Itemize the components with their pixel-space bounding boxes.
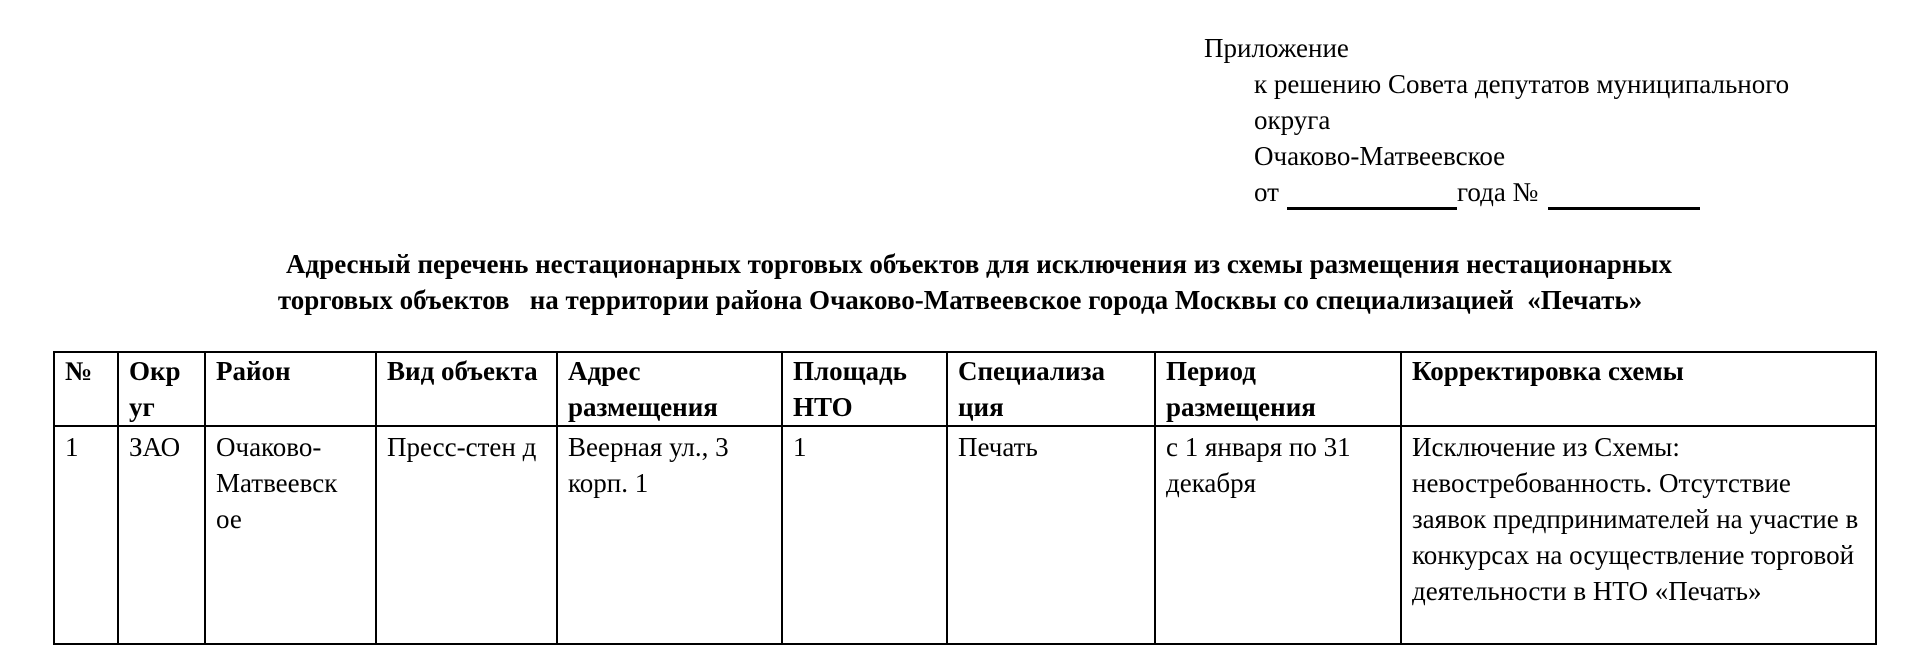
cell-district: Очаково-Матвеевск ое — [205, 426, 376, 644]
cell-address: Веерная ул., 3 корп. 1 — [557, 426, 782, 644]
appendix-label: Приложение — [1204, 33, 1349, 63]
appendix-block — [1204, 30, 1789, 210]
appendix-decision-line: к решению Совета депутатов муниципального — [1254, 69, 1790, 99]
title-line-2: торговых объектов на территории района Очаково-Матвеевское города Москвы со специализацией «Печать» — [277, 285, 1643, 315]
number-blank-line — [1548, 177, 1700, 210]
appendix-municipality-name: Очаково-Матвеевское — [1254, 141, 1506, 171]
title-line-1: Адресный перечень нестационарных торговых объектов для исключения из схемы размещения нестационарных — [286, 249, 1672, 279]
date-prefix: от — [1254, 177, 1279, 207]
table-row — [54, 426, 1876, 644]
cell-number: 1 — [54, 426, 118, 644]
appendix-date-line — [1204, 174, 1789, 210]
appendix-district-line: округа — [1254, 105, 1331, 135]
header-specialization: Специализа ция — [947, 352, 1155, 426]
table-header-row — [54, 352, 1876, 426]
header-number: № — [54, 352, 118, 426]
date-blank-line — [1287, 177, 1457, 210]
cell-okrug: ЗАО — [118, 426, 205, 644]
header-okrug: Окр уг — [118, 352, 205, 426]
cell-period: с 1 января по 31 декабря — [1155, 426, 1401, 644]
cell-specialization: Печать — [947, 426, 1155, 644]
cell-correction: Исключение из Схемы: невостребованность. Отсутствие заявок предпринимателей на участие в конкурсах на осуществление торговой деятельности в НТО «Печать» — [1401, 426, 1876, 644]
header-period: Период размещения — [1155, 352, 1401, 426]
header-correction: Корректировка схемы — [1401, 352, 1876, 426]
objects-table — [53, 351, 1877, 645]
cell-area: 1 — [782, 426, 947, 644]
cell-object-type: Пресс-стен д — [376, 426, 557, 644]
header-district: Район — [205, 352, 376, 426]
header-area: Площадь НТО — [782, 352, 947, 426]
header-address: Адрес размещения — [557, 352, 782, 426]
header-object-type: Вид объекта — [376, 352, 557, 426]
date-middle-text: года № — [1456, 177, 1539, 207]
document-title — [40, 246, 1880, 318]
